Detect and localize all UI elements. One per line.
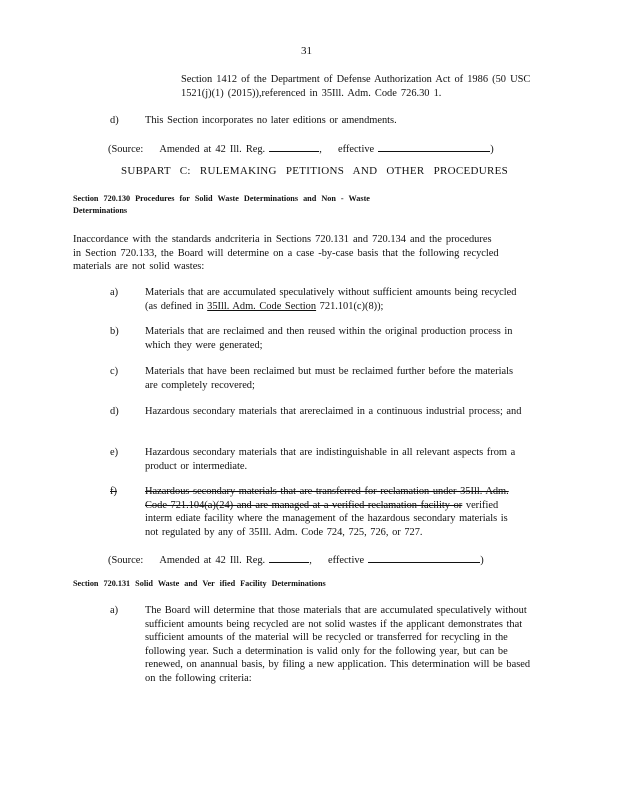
item-d-label: d) bbox=[110, 115, 119, 126]
item-f-struck-text: Hazardous secondary materials that are transferred for reclamation under 35Ill. Adm. Code 721.104(a)(24) and are managed at a verified reclamation facility or bbox=[145, 486, 509, 511]
item-b-text: Materials that are reclaimed and then reused within the original production process in which they were generated; bbox=[145, 326, 513, 351]
subpart-heading: SUBPART C: RULEMAKING PETITIONS AND OTHER PROCEDURES bbox=[121, 165, 509, 177]
item-b-label: b) bbox=[110, 326, 119, 337]
item-c-label: c) bbox=[110, 366, 119, 377]
page-number: 31 bbox=[301, 45, 312, 57]
source-close: ) bbox=[490, 144, 494, 155]
section-heading-line2: Determinations bbox=[73, 206, 128, 215]
source-close: ) bbox=[480, 555, 484, 566]
section-720-131-heading: Section 720.131 Solid Waste and Ver ified Facility Determinations bbox=[73, 579, 326, 588]
item-e-text: Hazardous secondary materials that are indistinguishable in all relevant aspects from a product or intermediate. bbox=[145, 447, 516, 472]
source-text: Amended at 42 Ill. Reg. bbox=[159, 144, 266, 155]
reg-blank bbox=[269, 141, 319, 152]
item-131a-label: a) bbox=[110, 605, 119, 616]
effective-blank bbox=[368, 552, 480, 563]
item-a-label: a) bbox=[110, 287, 119, 298]
source-note-1 bbox=[108, 141, 494, 157]
source-prefix: (Source: bbox=[108, 555, 144, 566]
source-prefix: (Source: bbox=[108, 144, 144, 155]
source-comma: , bbox=[319, 144, 322, 155]
source-comma: , bbox=[309, 555, 312, 566]
source-text: Amended at 42 Ill. Reg. bbox=[159, 555, 266, 566]
item-c-text: Materials that have been reclaimed but must be reclaimed further before the materials are completely recovered; bbox=[145, 366, 514, 391]
item-f-text bbox=[145, 485, 523, 539]
source-effective: effective bbox=[327, 555, 365, 566]
item-e-label: e) bbox=[110, 447, 119, 458]
item-a-text-underlined: 35Ill. Adm. Code Section bbox=[207, 300, 317, 312]
item-f-remaining-text: verified interm ediate facility where the management of the hazardous secondary materials is not regulated by any of 35Ill. Adm. Code 724, 725, 726, or 727. bbox=[145, 499, 508, 538]
reg-blank bbox=[269, 552, 309, 563]
continuation-paragraph: Section 1412 of the Department of Defense Authorization Act of 1986 (50 USC 1521(j)(1) (2015)),referenced in 35Ill. Adm. Code 726.30 1. bbox=[181, 74, 531, 99]
item-d-text: This Section incorporates no later editions or amendments. bbox=[145, 115, 397, 126]
source-note-2 bbox=[108, 552, 484, 568]
effective-blank bbox=[378, 141, 490, 152]
item-131a-text: The Board will determine that those materials that are accumulated speculatively without sufficient amounts being recycled are not solid wastes if the applicant demonstrates that sufficient amounts of the material will be recycled or transferred for recycling in the following year. Such a determination is valid only for the following year, but can be renewed, on anannual basis, by filing a new application. This determination will be based on the following criteria: bbox=[145, 605, 531, 684]
section-heading-line1: Section 720.130 Procedures for Solid Waste Determinations and Non - Waste bbox=[73, 194, 370, 203]
item-d2-text: Hazardous secondary materials that arereclaimed in a continuous industrial process; and bbox=[145, 406, 522, 417]
item-a-text-before: Materials that are accumulated speculatively without sufficient amounts being recycled (as defined in bbox=[145, 287, 517, 312]
source-effective: effective bbox=[337, 144, 375, 155]
item-d2-label: d) bbox=[110, 406, 119, 417]
item-f-label: f) bbox=[110, 486, 117, 497]
item-a-text-after: 721.101(c)(8)); bbox=[316, 300, 384, 312]
section-720-130-heading bbox=[73, 193, 473, 217]
item-a-text bbox=[145, 286, 523, 313]
section-intro: Inaccordance with the standards andcriteria in Sections 720.131 and 720.134 and the procedures in Section 720.133, the Board will determine on a case -by-case basis that the following recycled materials are not solid wastes: bbox=[73, 234, 499, 273]
